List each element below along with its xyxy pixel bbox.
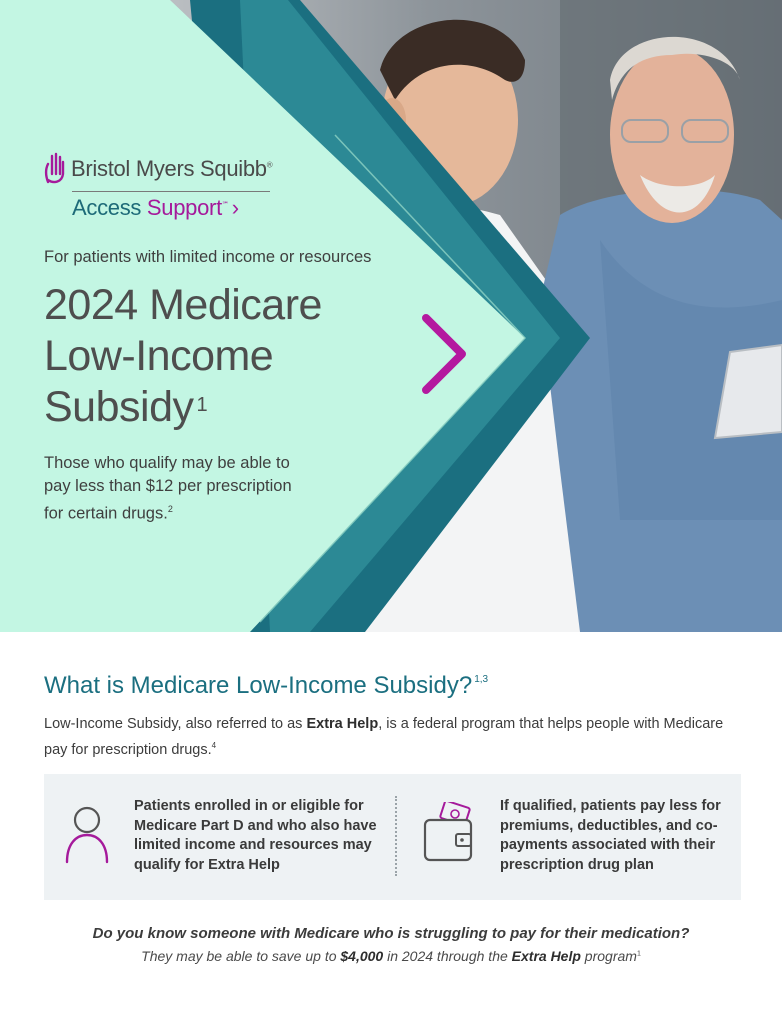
logo-access-support: Access Support℠ › [72,195,239,220]
section-heading: What is Medicare Low-Income Subsidy? $^{1,3}$ [44,672,489,699]
section-intro: Low-Income Subsidy, also referred to as Extra Help, is a federal program that helps people with Medicare pay for prescription drugs.$^4$ [44,716,724,758]
chevron-right-icon [420,312,470,396]
wallet-icon [422,802,476,864]
title-footnote: 1 [196,394,208,416]
person-icon [64,804,110,864]
bms-hand-logo-icon [44,152,66,186]
info-left-text: Patients enrolled in or eligible for Medicare Part D and who also have limited income and resources may qualify for Extra Help [134,798,377,873]
hero-eyebrow: For patients with limited income or resources [44,248,372,266]
logo-chevron-icon: › [231,195,239,220]
page-title: 2024 Medicare Low-Income Subsidy $^1$ [44,281,322,431]
callout-answer: They may be able to save up to $4,000 in 2024 through the Extra Help program$^1$ [141,948,641,964]
logo-brand-name: Bristol Myers Squibb® [71,156,273,181]
info-divider [395,796,397,876]
bms-access-support-logo [44,152,284,221]
info-box [44,774,741,900]
info-right-text: If qualified, patients pay less for premiums, deductibles, and co-payments associated with their prescription drug plan [500,798,721,873]
hero-body-text: Those who qualify may be able to pay less than $12 per prescription for certain drugs.$^2$ [44,454,292,523]
callout-question: Do you know someone with Medicare who is struggling to pay for their medication? [92,925,690,942]
logo-divider [72,191,270,192]
